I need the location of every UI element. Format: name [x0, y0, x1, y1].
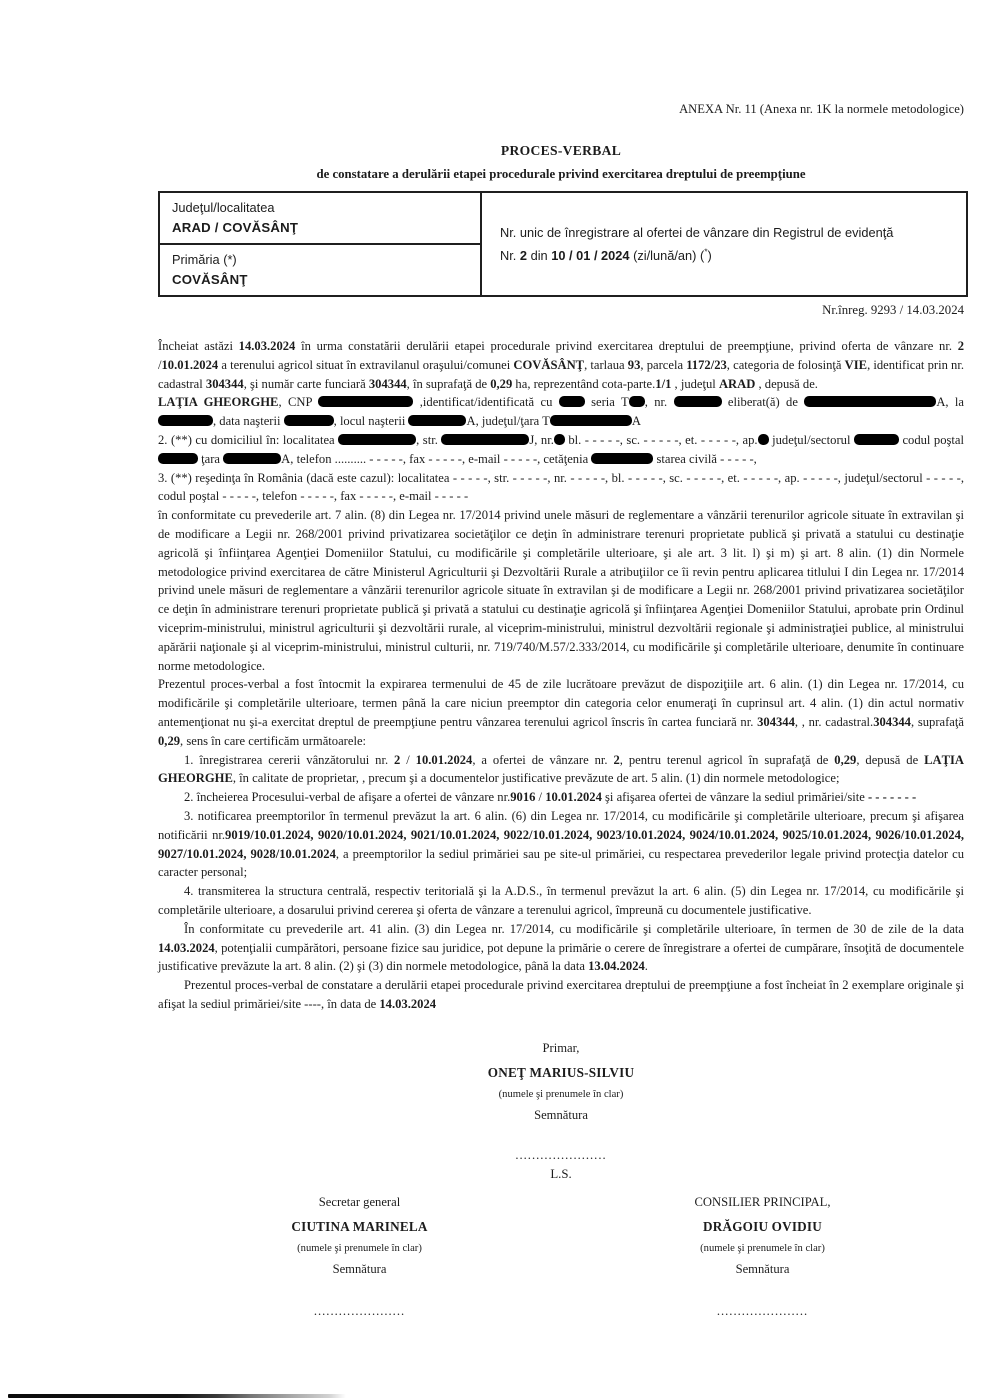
redacted-loc-eliberare — [158, 415, 213, 426]
text: , categoria de folosinţă — [726, 357, 845, 372]
text: Încheiat astăzi — [158, 339, 239, 353]
document-subtitle: de constatare a derulării etapei procedurale privind exercitarea dreptului de preempţiune — [316, 167, 806, 181]
secretar-note: (numele şi prenumele în clar) — [297, 1242, 422, 1254]
bold-text: 304344 — [873, 714, 911, 729]
bold-text: 10.01.2024 — [415, 752, 473, 767]
text: , a preemptorilor la sediul primăriei sau pe site-ul primăriei, cu respectarea prevederilor legale privind protecţia datelor cu caracter personal; — [158, 846, 965, 880]
para-termen-expirare — [158, 675, 964, 750]
text: , CNP — [278, 395, 319, 410]
bold-text: 0,29 — [490, 376, 513, 391]
text: A, telefon .......... - - - - -, fax - - - - -, e-mail - - - - -, cetăţenia — [281, 451, 592, 466]
bold-text: LAŢIA GHEORGHE — [158, 752, 965, 786]
redacted-data-nasterii — [284, 415, 334, 426]
text: 1. înregistrarea cererii vânzătorului nr. — [184, 752, 395, 767]
ls-label: L.S. — [550, 1166, 572, 1181]
text: ) — [707, 248, 712, 263]
document-content — [158, 0, 964, 1319]
bold-text: 10 / 01 / 2024 — [551, 248, 630, 263]
bold-text: LAŢIA GHEORGHE — [158, 395, 279, 410]
text: ţara — [198, 451, 224, 466]
para-incheiat — [158, 337, 964, 393]
bold-text: 14.03.2024 — [238, 339, 296, 353]
text: / — [535, 790, 546, 805]
text: (zi/lună/an) ( — [629, 248, 705, 263]
para-item-2 — [158, 788, 964, 807]
para-domiciliu — [158, 431, 964, 469]
redacted-localitate — [338, 434, 416, 445]
redacted-locul-nasterii — [408, 415, 466, 426]
text: starea civilă - - - - -, — [653, 451, 757, 466]
anexa-note: ANEXA Nr. 11 (Anexa nr. 1K la normele metodologice) — [679, 102, 964, 116]
text: J, nr. — [529, 432, 554, 447]
text: / — [400, 752, 416, 767]
text: Prezentul proces-verbal de constatare a derulării etapei procedurale privind exercitarea dreptului de preempţiune a fost încheiat în 2 exemplare originale şi afişat la sediul primăriei/site ----, în data de — [158, 978, 964, 1011]
bold-text: 1172/23 — [686, 357, 727, 372]
text: , data naşterii — [213, 414, 284, 429]
primaria-value: COVĂSÂNŢ — [172, 272, 248, 287]
primar-signature-label: Semnătura — [534, 1107, 588, 1122]
bold-text: - - - - - - - — [867, 790, 917, 805]
secretar-dotted-line: ...................... — [313, 1303, 406, 1318]
text: , nr. — [644, 395, 674, 410]
bold-text: 10.01.2024 — [161, 357, 219, 372]
primar-role: Primar, — [542, 1040, 580, 1055]
text: A, judeţul/ţara T — [466, 414, 550, 429]
bold-text: ARAD — [718, 376, 756, 391]
text: , parcela — [640, 357, 687, 372]
signature-columns — [158, 1195, 964, 1319]
primaria-label: Primăria (*) — [172, 252, 237, 267]
signature-block-primar — [158, 1041, 964, 1182]
para-item-1 — [158, 751, 964, 789]
text: , identificat prin nr. cadastral — [158, 357, 964, 391]
consilier-signature-label: Semnătura — [735, 1261, 790, 1276]
text: seria T — [584, 395, 629, 410]
bold-text: 2 — [519, 248, 528, 263]
text: , locul naşterii — [333, 414, 409, 429]
redacted-numar-act — [674, 396, 722, 407]
document-title: PROCES-VERBAL — [500, 143, 622, 158]
text: bl. - - - - -, sc. - - - - -, et. - - - - -, ap. — [564, 432, 758, 447]
para-resedinta — [158, 469, 964, 507]
para-item-4 — [158, 882, 964, 920]
bold-text: 0,29 — [834, 752, 857, 767]
text: , sens în care certificăm următoarele: — [180, 733, 367, 748]
para-incheiere — [158, 976, 964, 1014]
redacted-eliberat-de — [804, 396, 936, 407]
registration-number: Nr.înreg. 9293 / 14.03.2024 — [822, 303, 964, 317]
bold-text: 14.03.2024 — [379, 996, 437, 1011]
cell-registru — [482, 193, 966, 295]
text: ha, reprezentând cota-parte. — [512, 376, 656, 391]
bold-text: 9019/10.01.2024, 9020/10.01.2024, 9021/10.01.2024, 9022/10.01.2024, 9023/10.01.2024, 9024/10.01.2024, 9025/10.01.2024, 9026/10.01.2024, 9027/10.01.2024, 9028/10.01.2024 — [158, 827, 965, 861]
secretar-signature-label: Semnătura — [332, 1261, 387, 1276]
consilier-role: CONSILIER PRINCIPAL, — [694, 1194, 831, 1209]
text: Prezentul proces-verbal a fost întocmit la expirarea termenului de 45 de zile lucrătoare prevăzut de dispoziţiile art. 6 alin. (1) din Legea nr. 17/2014, cu modificările şi completările ulterioare, termen până la care niciun preemptor din categoria celor enumeraţi în cuprinsul art. 4 alin. (1) din actul normativ antemenţionat nu şi-a exercitat dreptul de preempţiune pentru vânzarea terenului agricol înscris în cartea funciară nr. — [158, 677, 964, 729]
secretar-role: Secretar general — [318, 1194, 401, 1209]
scan-artifact-strip — [8, 1394, 346, 1398]
text: A — [631, 414, 641, 429]
para-cumparatori — [158, 920, 964, 976]
text: . — [644, 959, 648, 974]
redacted-cetatenia — [591, 453, 653, 464]
document-body — [158, 337, 964, 1014]
text: 2. încheierea Procesului-verbal de afişare a ofertei de vânzare nr. — [184, 790, 511, 805]
signature-block-secretar — [158, 1195, 561, 1319]
text: , şi număr carte funciară — [243, 376, 369, 391]
redacted-cnp — [318, 396, 413, 407]
cell-primaria — [160, 245, 482, 295]
redacted-judet-tara — [550, 415, 632, 426]
registru-line2 — [500, 248, 956, 263]
judet-label: Judeţul/localitatea — [172, 200, 275, 215]
text: A, la — [936, 395, 965, 410]
text: Nr. — [500, 248, 520, 263]
cell-judet — [160, 193, 482, 245]
text: , în calitate de proprietar, , precum şi a documentelor justificative prevăzute de art. 5 alin. (1) din normele metodologice; — [232, 771, 840, 786]
para-item-3 — [158, 807, 964, 882]
para-vanzator — [158, 393, 964, 431]
redacted-seria — [629, 396, 645, 407]
signature-block-consilier — [561, 1195, 964, 1319]
text: , potenţialii cumpărători, persoane fizice sau juridice, pot depune la primărie o cerere de înregistrare a ofertei de cumpărare, însoţită de documentele justificative prevăzute la art. 8 alin. (2) şi (3) din normele metodologice, până la data — [158, 940, 964, 974]
text: , , nr. cadastral. — [794, 714, 874, 729]
bold-text: 304344 — [205, 376, 244, 391]
text: 2. (**) cu domiciliul în: localitatea — [158, 432, 339, 447]
text: codul poştal — [898, 432, 965, 447]
text: a terenului agricol situat în extravilanul oraşului/comunei — [218, 357, 514, 372]
text: , în suprafaţă de — [406, 376, 491, 391]
bold-text: 2 — [613, 752, 620, 767]
text: , a ofertei de vânzare nr. — [472, 752, 614, 767]
text: / — [158, 357, 162, 372]
primar-note: (numele şi prenumele în clar) — [498, 1088, 624, 1100]
text: , pentru terenul agricol în suprafaţă de — [619, 752, 835, 767]
redacted-judet-sector — [854, 434, 899, 445]
text: şi afişarea ofertei de vânzare la sediul primăriei/site — [601, 790, 868, 805]
text: din — [527, 248, 552, 263]
registration-table — [158, 191, 968, 297]
text: ,identificat/identificată cu — [413, 395, 559, 410]
text: , depusă de — [856, 752, 925, 767]
bold-text: 13.04.2024 — [588, 959, 645, 974]
redacted-tip-act — [559, 396, 585, 407]
redacted-ap — [758, 434, 769, 445]
text: 3. notificarea preemptorilor în termenul prevăzut la art. 6 alin. (6) din Legea nr. 17/2014, cu modificările şi completările ulterioare, precum şi afişarea notificării nr. — [158, 808, 964, 842]
bold-text: 304344 — [757, 714, 795, 729]
text: eliberat(ă) de — [721, 395, 805, 410]
bold-text: 93 — [627, 357, 641, 372]
text: judeţul/sectorul — [768, 432, 854, 447]
bold-text: 2 — [394, 752, 401, 767]
redacted-tara — [223, 453, 281, 464]
bold-text: 10.01.2024 — [545, 790, 602, 805]
text: 3. (**) reşedinţa în România (dacă este cazul): localitatea - - - - -, str. - - - - -, nr. - - - - -, bl. - - - - -, sc. - - - - -, et. - - - - -, ap. - - - - -, judeţul/sectorul - - - - -, codul poştal - - - - -, telefon - - - - -, fax - - - - -, e-mail - - - - - — [158, 470, 964, 504]
bold-text: 2 — [957, 339, 964, 353]
consilier-name: DRĂGOIU OVIDIU — [703, 1218, 822, 1234]
text: În conformitate cu prevederile art. 41 alin. (3) din Legea nr. 17/2014, cu modificările şi completările ulterioare, în termen de 30 de zile de la data — [184, 921, 964, 936]
text: * — [704, 246, 708, 257]
bold-text: 14.03.2024 — [158, 940, 215, 955]
redacted-nr-strada — [554, 434, 565, 445]
text: 4. transmiterea la structura centrală, respectiv teritorială şi la A.D.S., în termenul prevăzut la art. 6 alin. (5) din Legea nr. 17/2014, cu modificările şi completările ulterioare, a dosarului privind cererea şi oferta de vânzare a terenului agricol, împreună cu documentele justificative. — [158, 884, 964, 917]
bold-text: 0,29 — [158, 733, 181, 748]
bold-text: VIE — [844, 357, 868, 372]
registru-line1: Nr. unic de înregistrare al ofertei de vânzare din Registrul de evidenţă — [500, 225, 894, 240]
para-temei-legal — [158, 506, 964, 675]
text: , judeţul — [671, 376, 719, 391]
bold-text: 9016 — [510, 790, 536, 805]
text: , depusă de. — [755, 376, 818, 391]
redacted-strada — [441, 434, 529, 445]
consilier-dotted-line: ...................... — [716, 1303, 809, 1318]
primar-name: ONEŢ MARIUS-SILVIU — [487, 1064, 635, 1080]
bold-text: 304344 — [368, 376, 407, 391]
text: , suprafaţă — [910, 714, 964, 729]
text: , tarlaua — [584, 357, 628, 372]
judet-value: ARAD / COVĂSÂNŢ — [172, 220, 299, 235]
bold-text: COVĂSÂNŢ — [513, 357, 585, 372]
redacted-cod-postal — [158, 453, 198, 464]
secretar-name: CIUTINA MARINELA — [291, 1218, 428, 1234]
consilier-note: (numele şi prenumele în clar) — [700, 1242, 825, 1254]
text: în conformitate cu prevederile art. 7 alin. (8) din Legea nr. 17/2014 privind unele măsuri de reglementare a vânzării terenurilor agricole situate în extravilan şi de modificare a Legii nr. 268/2001 privind privatizarea societăţilor ce deţin în administrare terenuri proprietate publică şi privată a statului cu destinaţie agricolă şi înfiinţarea Agenţiei Domeniilor Statului, cu modificările şi completările ulterioare, şi ale art. 3 lit. l) şi m) şi art. 8 alin. (1) din Normele metodologice privind exercitarea de către Ministerul Agriculturii şi Dezvoltării Rurale a atribuţiilor ce îi revin pentru aplicarea titlului I din Legea nr. 17/2014 privind unele măsuri de reglementare a vânzării terenurilor agricole situate în extravilan şi de modificare a Legii nr. 268/2001 privind privatizarea societăţilor ce deţin în administrare terenuri proprietate publică şi privată a statului cu destinaţie agricolă şi înfiinţarea Agenţiei Domeniilor Statului, aprobate prin Ordinul viceprim-ministrului, ministrul agriculturii şi dezvoltării rurale, al viceprim-ministrului, ministrul dezvoltării regionale şi administraţiei publice, al ministrului apărării naţionale şi al viceprim-ministrului, ministrul culturii, nr. 719/740/M.57/2.333/2014, cu modificările şi completările ulterioare, denumite în continuare norme metodologice. — [158, 508, 964, 673]
text: în urma constatării derulării etapei procedurale privind exercitarea dreptului de preempţiune, privind oferta de vânzare nr. — [295, 339, 958, 353]
bold-text: 1/1 — [655, 376, 672, 391]
primar-dotted-line: ...................... — [515, 1147, 607, 1162]
text: , str. — [416, 432, 442, 447]
